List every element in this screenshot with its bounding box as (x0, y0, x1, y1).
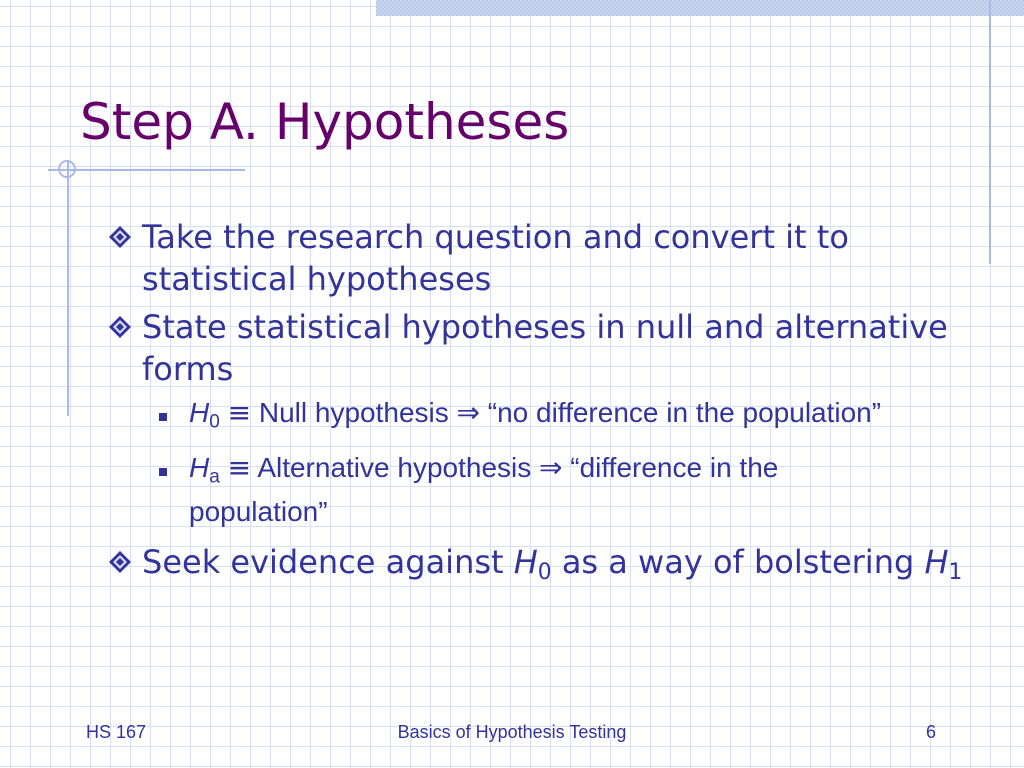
hypothesis-description: “difference in the population” (189, 452, 779, 527)
sub-bullet-item (154, 396, 909, 439)
footer-title: Basics of Hypothesis Testing (397, 722, 627, 742)
bullet-item (106, 216, 986, 300)
slide-body (106, 216, 986, 600)
hypothesis-variable: H (513, 542, 538, 581)
diamond-bullet-icon (108, 550, 132, 574)
hypothesis-subscript: 0 (537, 559, 552, 585)
hypothesis-variable: H (189, 397, 210, 428)
implies-arrow-icon: ⇒ (539, 451, 563, 485)
square-bullet-icon (159, 468, 167, 476)
diamond-bullet-icon (108, 225, 132, 249)
footer-course: HS 167 (86, 722, 147, 742)
decorative-title-underline (48, 169, 245, 171)
slide-title: Step A. Hypotheses (80, 93, 570, 151)
hypothesis-label: Null hypothesis (251, 397, 457, 428)
sub-bullet-item (154, 451, 909, 528)
hypothesis-subscript: 0 (209, 411, 220, 433)
decorative-vertical-line-left (67, 160, 69, 416)
hypothesis-description: “no difference in the population” (479, 397, 882, 428)
decorative-crosshair-circle (58, 160, 76, 178)
bullet-text: State statistical hypotheses in null and alternative forms (142, 308, 948, 388)
equivalence-symbol: ≡ (227, 396, 252, 429)
hypothesis-variable: H (924, 542, 949, 581)
hypothesis-subscript: 1 (948, 559, 963, 585)
bullet-text: Take the research question and convert it to statistical hypotheses (142, 218, 849, 298)
slide-number: 6 (926, 722, 937, 742)
bullet-text: Seek evidence against (142, 542, 514, 581)
implies-arrow-icon: ⇒ (456, 396, 480, 429)
diamond-bullet-icon (108, 315, 132, 339)
decorative-vertical-line-right (989, 0, 991, 264)
top-decorative-band (376, 0, 1024, 16)
hypothesis-subscript: a (209, 466, 220, 488)
bullet-text: as a way of bolstering (551, 542, 925, 581)
bullet-item (106, 541, 986, 594)
bullet-item (106, 306, 986, 390)
hypothesis-variable: H (189, 452, 210, 484)
square-bullet-icon (159, 413, 167, 421)
hypothesis-label: Alternative hypothesis (251, 452, 540, 484)
equivalence-symbol: ≡ (227, 451, 252, 485)
